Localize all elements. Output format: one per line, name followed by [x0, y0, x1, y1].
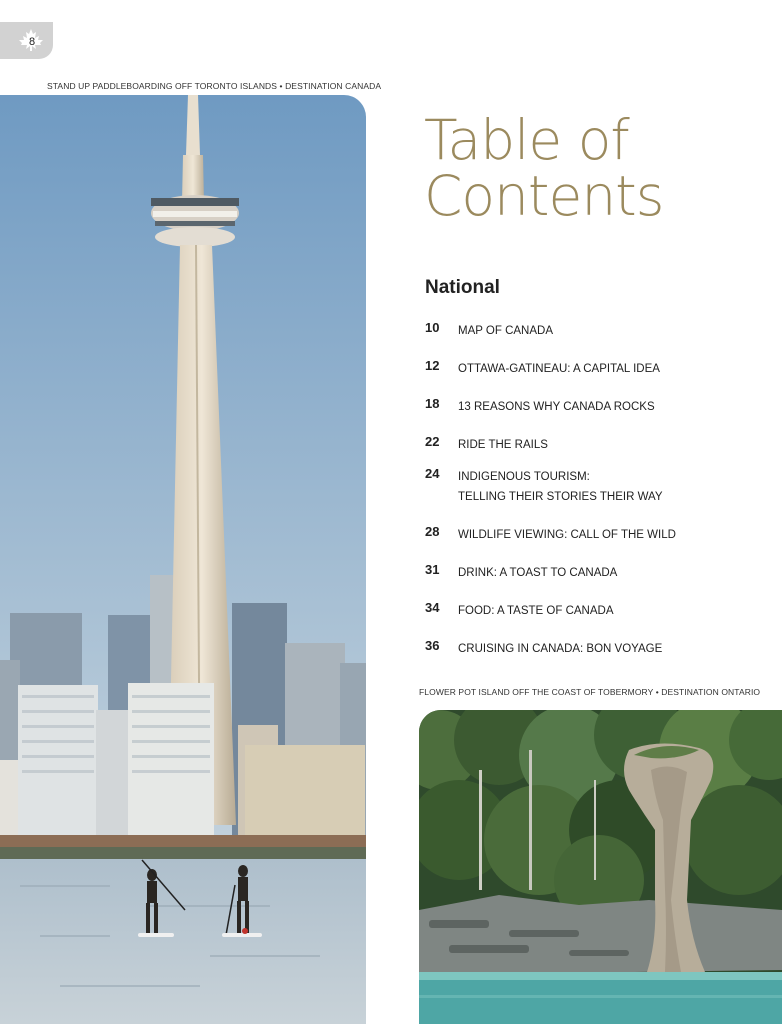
toc-entry-title: OTTAWA-GATINEAU: A CAPITAL IDEA: [458, 363, 660, 375]
page-title: [424, 108, 664, 228]
toc-page-number: 34: [425, 600, 440, 615]
page-number-tab: [0, 22, 53, 59]
toc-page-number: 10: [425, 320, 440, 335]
toc-page-number: 18: [425, 396, 440, 411]
flower-pot-island-photo: [419, 710, 782, 1024]
page-number: 8: [29, 36, 36, 48]
toc-entry-title: INDIGENOUS TOURISM: TELLING THEIR STORIES THEIR WAY: [458, 471, 663, 503]
toc-entry-title: MAP OF CANADA: [458, 325, 553, 337]
toc-entry-title: WILDLIFE VIEWING: CALL OF THE WILD: [458, 529, 676, 541]
toc-entry-title: CRUISING IN CANADA: BON VOYAGE: [458, 643, 663, 655]
toc-entry-title: FOOD: A TASTE OF CANADA: [458, 605, 614, 617]
toc-entry-title: DRINK: A TOAST TO CANADA: [458, 567, 618, 579]
toc-entry-title: RIDE THE RAILS: [458, 439, 548, 451]
left-photo-caption: STAND UP PADDLEBOARDING OFF TORONTO ISLANDS • DESTINATION CANADA: [47, 81, 382, 91]
toc-page-number: 24: [425, 466, 440, 481]
toc-page-number: 22: [425, 434, 440, 449]
toc-page-number: 12: [425, 358, 440, 373]
toc-entry-title: 13 REASONS WHY CANADA ROCKS: [458, 401, 655, 413]
toc-page-number: 28: [425, 524, 440, 539]
title-line-2: Contents: [424, 164, 664, 228]
toc-page-number: 31: [425, 562, 440, 577]
toc-page-number: 36: [425, 638, 440, 653]
toronto-skyline-photo: [0, 95, 366, 1024]
section-heading: National: [425, 277, 500, 298]
right-photo-caption: FLOWER POT ISLAND OFF THE COAST OF TOBERMORY • DESTINATION ONTARIO: [419, 687, 761, 697]
title-line-1: Table of: [424, 108, 629, 172]
